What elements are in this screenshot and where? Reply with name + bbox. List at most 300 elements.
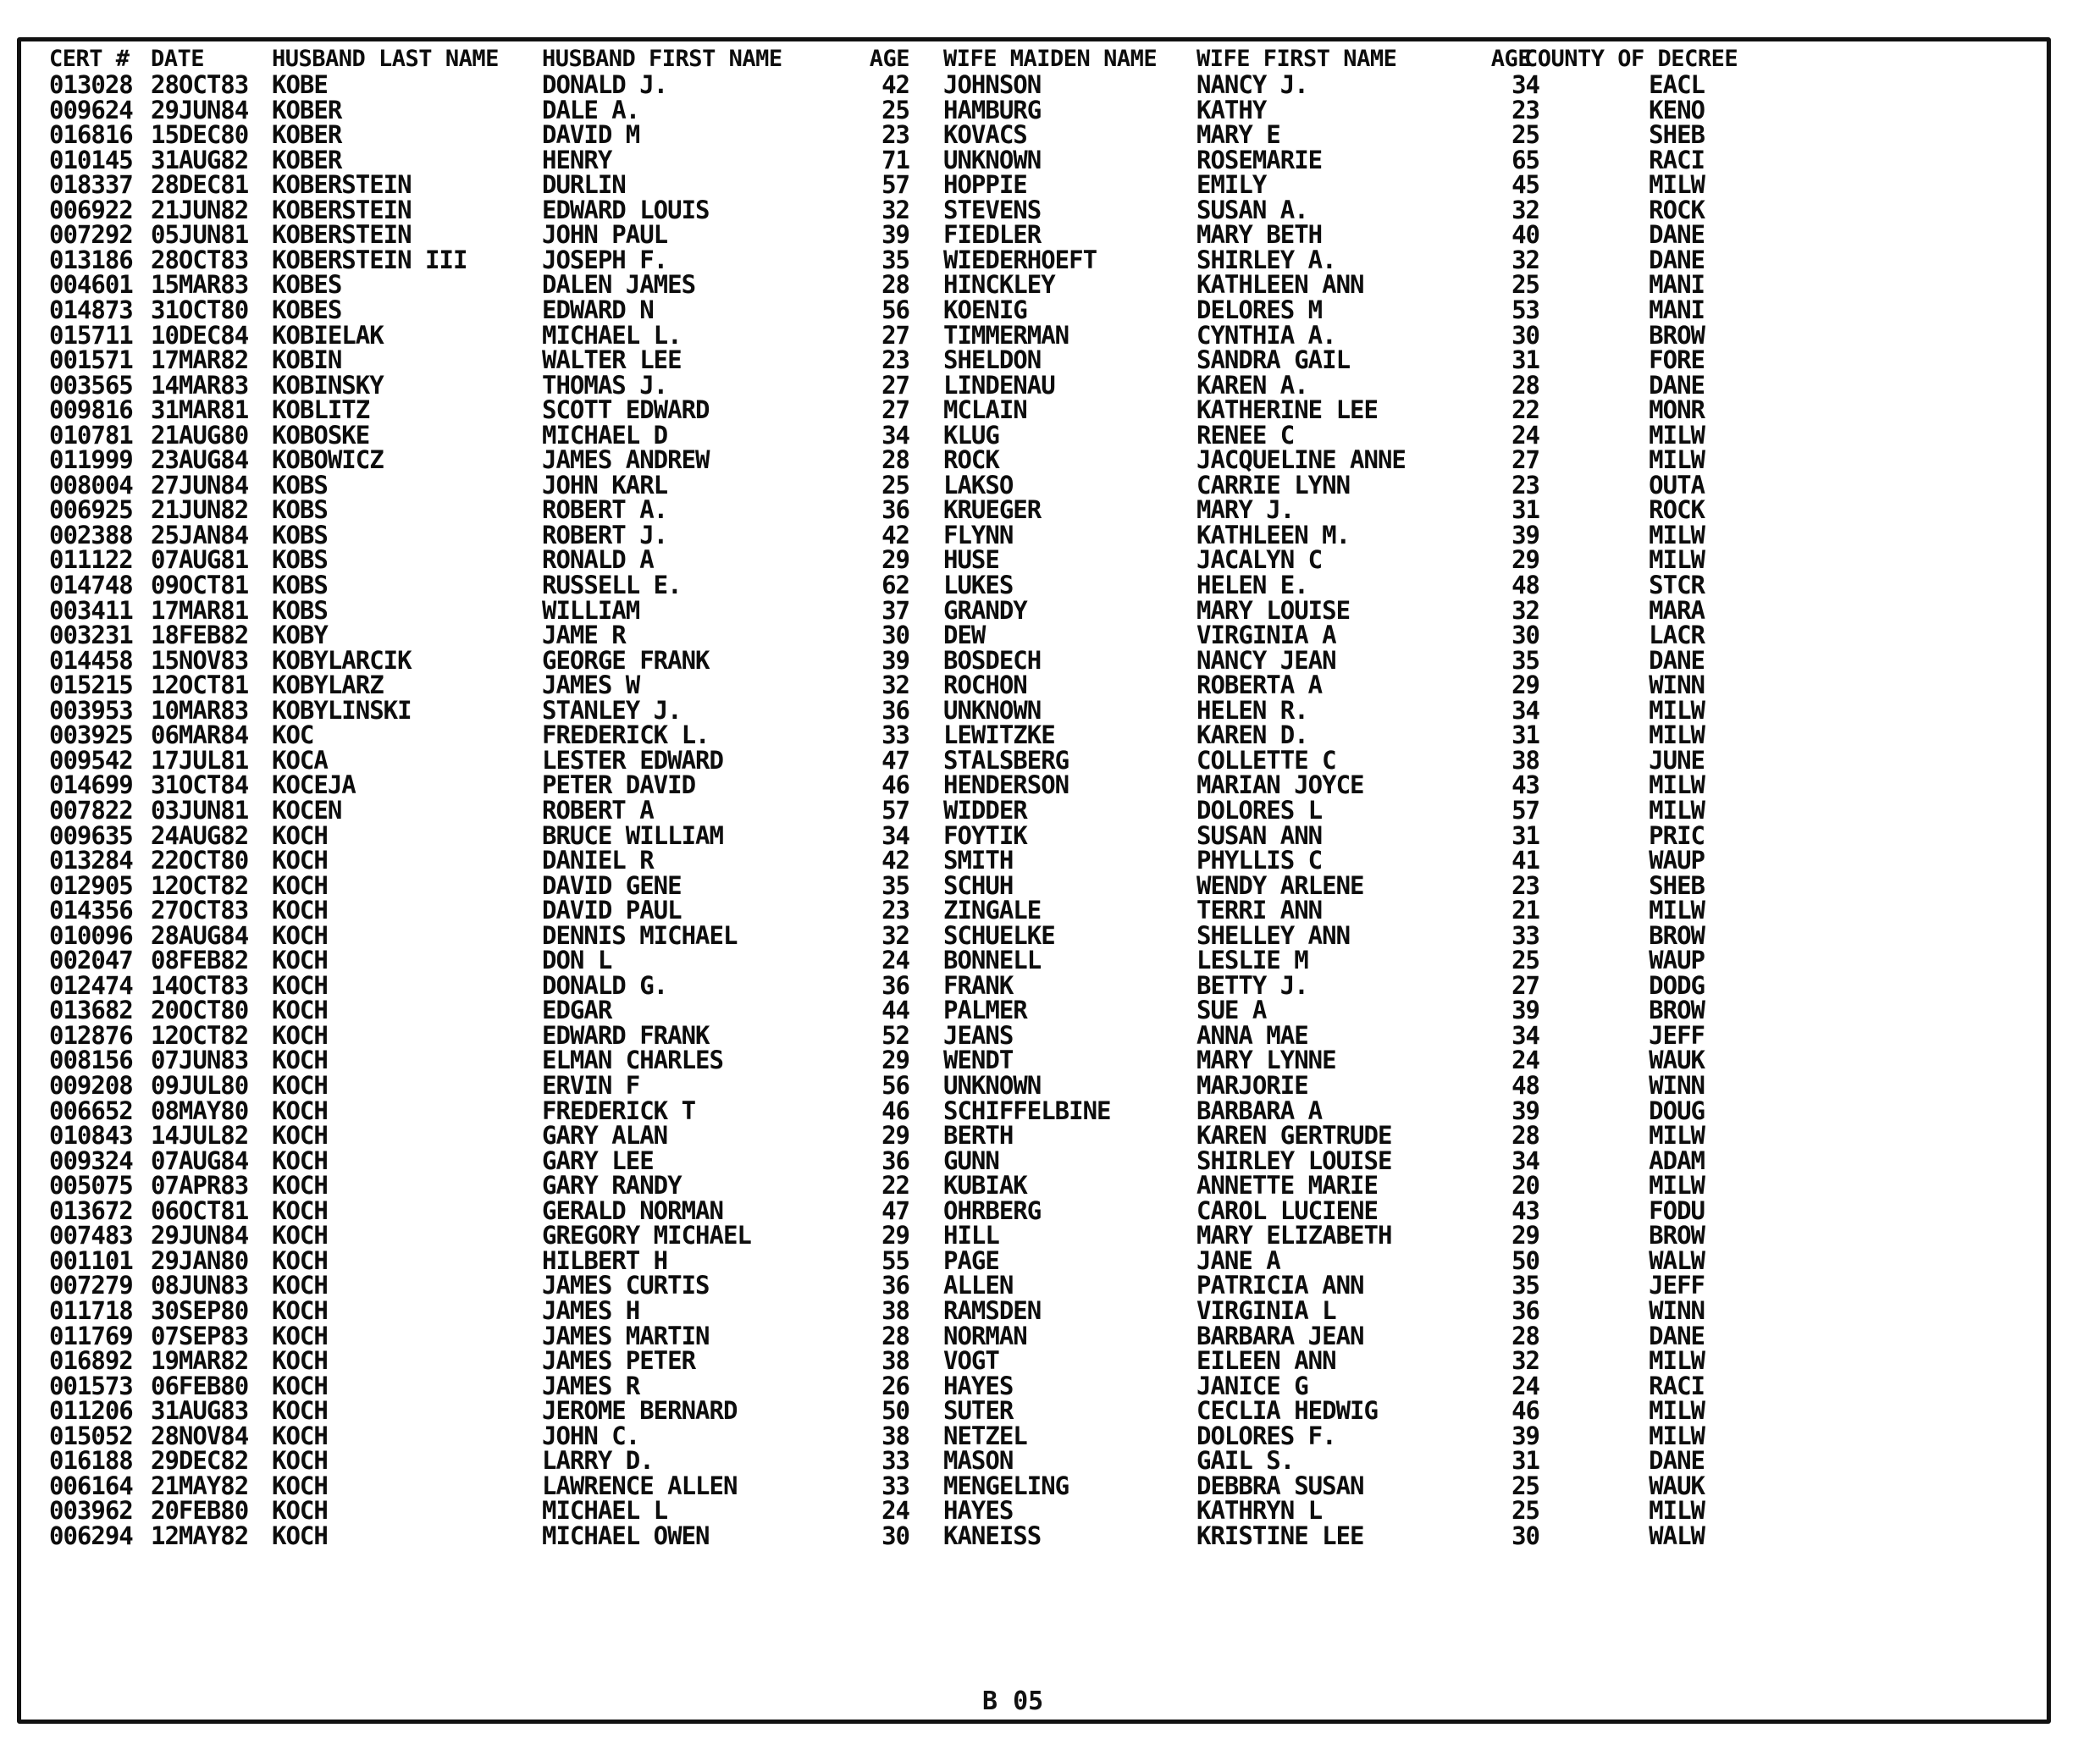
cell-husband-last: KOCH <box>272 846 328 875</box>
cell-husband-age: 30 <box>881 621 909 650</box>
cell-date: 09JUL80 <box>151 1071 249 1100</box>
cell-date: 29DEC82 <box>151 1446 249 1476</box>
cell-wife-maiden: ROCK <box>943 445 999 475</box>
cell-husband-last: KOCH <box>272 996 328 1025</box>
cell-county: DANE <box>1649 370 1705 400</box>
cell-husband-last: KOCH <box>272 1195 328 1225</box>
cell-cert: 002047 <box>49 946 133 975</box>
cell-husband-age: 26 <box>881 1371 909 1400</box>
cell-wife-age: 27 <box>1511 445 1539 475</box>
cell-cert: 014356 <box>49 896 133 925</box>
cell-wife-age: 39 <box>1511 996 1539 1025</box>
cell-cert: 011206 <box>49 1396 133 1426</box>
cell-wife-first: MARY LOUISE <box>1196 595 1351 625</box>
cell-husband-age: 56 <box>881 295 909 324</box>
cell-husband-age: 35 <box>881 245 909 274</box>
cell-husband-last: KOCH <box>272 896 328 925</box>
cell-date: 08MAY80 <box>151 1096 249 1125</box>
cell-wife-first: SHIRLEY LOUISE <box>1196 1145 1392 1175</box>
cell-wife-first: WENDY ARLENE <box>1196 870 1364 900</box>
cell-cert: 003231 <box>49 621 133 650</box>
cell-husband-first: ELMAN CHARLES <box>542 1046 723 1075</box>
cell-wife-first: HELEN E. <box>1196 571 1308 599</box>
cell-wife-first: BARBARA A <box>1196 1096 1323 1125</box>
cell-husband-first: WALTER LEE <box>542 345 682 375</box>
cell-cert: 006925 <box>49 495 133 525</box>
cell-wife-maiden: ALLEN <box>943 1271 1014 1300</box>
cell-wife-maiden: UNKNOWN <box>943 145 1042 174</box>
cell-husband-age: 36 <box>881 970 909 1000</box>
cell-wife-age: 29 <box>1511 545 1539 575</box>
cell-wife-maiden: OHRBERG <box>943 1195 1042 1225</box>
cell-husband-first: SCOTT EDWARD <box>542 395 710 425</box>
cell-wife-age: 31 <box>1511 820 1539 850</box>
cell-wife-maiden: MASON <box>943 1446 1014 1476</box>
cell-cert: 003565 <box>49 370 133 400</box>
cell-husband-age: 46 <box>881 770 909 800</box>
cell-husband-first: DENNIS MICHAEL <box>542 920 738 950</box>
cell-wife-first: MARIAN JOYCE <box>1196 770 1364 800</box>
cell-wife-maiden: TIMMERMAN <box>943 320 1069 350</box>
cell-wife-maiden: BERTH <box>943 1121 1014 1151</box>
cell-husband-first: EDWARD N <box>542 295 654 324</box>
cell-county: EACL <box>1649 70 1705 99</box>
cell-husband-age: 30 <box>881 1521 909 1550</box>
cell-husband-last: KOBS <box>272 520 328 549</box>
cell-cert: 005075 <box>49 1171 133 1201</box>
cell-cert: 010781 <box>49 420 133 450</box>
cell-husband-first: GEORGE FRANK <box>542 645 710 675</box>
cell-husband-age: 36 <box>881 1271 909 1300</box>
header-county: COUNTY OF DECREE <box>1524 46 1738 72</box>
cell-husband-age: 38 <box>881 1346 909 1376</box>
cell-cert: 008156 <box>49 1046 133 1075</box>
cell-cert: 014699 <box>49 770 133 800</box>
cell-husband-first: LAWRENCE ALLEN <box>542 1471 738 1500</box>
cell-husband-last: KOCH <box>272 1295 328 1325</box>
cell-wife-age: 32 <box>1511 245 1539 274</box>
cell-cert: 007292 <box>49 220 133 250</box>
cell-wife-maiden: GRANDY <box>943 595 1027 625</box>
cell-wife-maiden: HILL <box>943 1221 999 1250</box>
cell-county: WAUK <box>1649 1471 1705 1500</box>
cell-county: DOUG <box>1649 1096 1705 1125</box>
cell-wife-age: 23 <box>1511 470 1539 500</box>
cell-husband-age: 37 <box>881 595 909 625</box>
cell-wife-age: 53 <box>1511 295 1539 324</box>
cell-date: 06FEB80 <box>151 1371 249 1400</box>
cell-wife-first: CECLIA HEDWIG <box>1196 1396 1378 1426</box>
cell-wife-maiden: HAYES <box>943 1371 1014 1400</box>
cell-husband-last: KOCH <box>272 1521 328 1550</box>
cell-husband-last: KOBOWICZ <box>272 445 384 475</box>
cell-wife-age: 41 <box>1511 846 1539 875</box>
cell-wife-age: 28 <box>1511 1121 1539 1151</box>
cell-husband-age: 29 <box>881 1121 909 1151</box>
cell-wife-first: MARJORIE <box>1196 1071 1308 1100</box>
cell-husband-last: KOCH <box>272 1446 328 1476</box>
cell-county: STCR <box>1649 571 1705 599</box>
cell-husband-first: GREGORY MICHAEL <box>542 1221 751 1250</box>
cell-husband-age: 25 <box>881 470 909 500</box>
cell-husband-first: PETER DAVID <box>542 770 696 800</box>
header-wife-maiden: WIFE MAIDEN NAME <box>943 46 1158 72</box>
cell-wife-age: 24 <box>1511 420 1539 450</box>
cell-cert: 012905 <box>49 870 133 900</box>
cell-wife-first: CARRIE LYNN <box>1196 470 1351 500</box>
cell-wife-maiden: STEVENS <box>943 195 1042 224</box>
cell-wife-maiden: NETZEL <box>943 1421 1027 1450</box>
cell-county: WAUP <box>1649 846 1705 875</box>
cell-husband-age: 29 <box>881 545 909 575</box>
cell-husband-first: JEROME BERNARD <box>542 1396 738 1426</box>
cell-wife-maiden: STALSBERG <box>943 745 1069 775</box>
cell-wife-age: 25 <box>1511 946 1539 975</box>
cell-county: MILW <box>1649 896 1705 925</box>
cell-husband-first: DAVID GENE <box>542 870 682 900</box>
cell-date: 29JAN80 <box>151 1245 249 1275</box>
cell-husband-age: 27 <box>881 395 909 425</box>
cell-wife-age: 34 <box>1511 70 1539 99</box>
cell-wife-maiden: HAMBURG <box>943 95 1042 124</box>
cell-husband-age: 33 <box>881 720 909 750</box>
cell-wife-age: 30 <box>1511 1521 1539 1550</box>
cell-wife-first: MARY E <box>1196 120 1280 150</box>
cell-cert: 013186 <box>49 245 133 274</box>
cell-wife-age: 39 <box>1511 1421 1539 1450</box>
cell-husband-last: KOCH <box>272 1471 328 1500</box>
cell-date: 20FEB80 <box>151 1496 249 1526</box>
cell-husband-first: JAMES MARTIN <box>542 1321 710 1350</box>
cell-date: 05JUN81 <box>151 220 249 250</box>
cell-date: 12MAY82 <box>151 1521 249 1550</box>
cell-husband-last: KOCH <box>272 1145 328 1175</box>
cell-cert: 013682 <box>49 996 133 1025</box>
cell-husband-last: KOBINSKY <box>272 370 384 400</box>
cell-husband-age: 57 <box>881 170 909 200</box>
cell-wife-age: 32 <box>1511 1346 1539 1376</box>
cell-husband-last: KOCH <box>272 1271 328 1300</box>
cell-husband-first: JOHN KARL <box>542 470 668 500</box>
cell-date: 21JUN82 <box>151 495 249 525</box>
cell-wife-maiden: PALMER <box>943 996 1027 1025</box>
cell-wife-maiden: SCHIFFELBINE <box>943 1096 1111 1125</box>
cell-wife-maiden: MCLAIN <box>943 395 1027 425</box>
cell-husband-first: MICHAEL OWEN <box>542 1521 710 1550</box>
cell-husband-first: JAMES PETER <box>542 1346 696 1376</box>
cell-cert: 011122 <box>49 545 133 575</box>
cell-date: 29JUN84 <box>151 95 249 124</box>
cell-county: WAUK <box>1649 1046 1705 1075</box>
cell-date: 15MAR83 <box>151 270 249 300</box>
cell-wife-first: DOLORES L <box>1196 795 1323 825</box>
cell-husband-age: 28 <box>881 270 909 300</box>
cell-date: 12OCT81 <box>151 671 249 700</box>
cell-wife-age: 43 <box>1511 1195 1539 1225</box>
cell-county: BROW <box>1649 1221 1705 1250</box>
cell-wife-age: 24 <box>1511 1371 1539 1400</box>
cell-husband-first: JAMES ANDREW <box>542 445 710 475</box>
cell-county: DODG <box>1649 970 1705 1000</box>
cell-county: RACI <box>1649 1371 1705 1400</box>
cell-wife-first: HELEN R. <box>1196 695 1308 725</box>
cell-husband-last: KOCH <box>272 1496 328 1526</box>
cell-husband-last: KOBE <box>272 70 328 99</box>
cell-wife-age: 46 <box>1511 1396 1539 1426</box>
cell-husband-first: JAMES CURTIS <box>542 1271 710 1300</box>
cell-wife-first: SUSAN A. <box>1196 195 1308 224</box>
cell-date: 06MAR84 <box>151 720 249 750</box>
cell-wife-first: NANCY JEAN <box>1196 645 1336 675</box>
cell-wife-age: 23 <box>1511 870 1539 900</box>
cell-date: 09OCT81 <box>151 571 249 599</box>
cell-husband-age: 36 <box>881 1145 909 1175</box>
cell-cert: 011769 <box>49 1321 133 1350</box>
cell-wife-age: 30 <box>1511 621 1539 650</box>
cell-cert: 003953 <box>49 695 133 725</box>
cell-husband-last: KOBES <box>272 270 342 300</box>
cell-wife-first: ANNA MAE <box>1196 1020 1308 1050</box>
cell-husband-last: KOC <box>272 720 314 750</box>
cell-date: 15NOV83 <box>151 645 249 675</box>
cell-date: 07APR83 <box>151 1171 249 1201</box>
cell-cert: 006164 <box>49 1471 133 1500</box>
cell-wife-maiden: KLUG <box>943 420 999 450</box>
cell-husband-age: 23 <box>881 896 909 925</box>
cell-wife-age: 35 <box>1511 645 1539 675</box>
cell-husband-first: ROBERT J. <box>542 520 668 549</box>
cell-wife-age: 45 <box>1511 170 1539 200</box>
cell-wife-age: 23 <box>1511 95 1539 124</box>
cell-wife-age: 65 <box>1511 145 1539 174</box>
cell-cert: 014748 <box>49 571 133 599</box>
cell-husband-first: GERALD NORMAN <box>542 1195 723 1225</box>
cell-date: 07SEP83 <box>151 1321 249 1350</box>
cell-husband-age: 27 <box>881 370 909 400</box>
cell-husband-first: DALEN JAMES <box>542 270 696 300</box>
cell-husband-first: DONALD J. <box>542 70 668 99</box>
cell-wife-first: JACALYN C <box>1196 545 1323 575</box>
cell-husband-first: DONALD G. <box>542 970 668 1000</box>
cell-husband-last: KOBS <box>272 571 328 599</box>
cell-wife-first: JANE A <box>1196 1245 1280 1275</box>
cell-husband-first: JOHN C. <box>542 1421 640 1450</box>
cell-date: 28DEC81 <box>151 170 249 200</box>
cell-husband-first: EDWARD LOUIS <box>542 195 710 224</box>
cell-wife-first: KATHLEEN ANN <box>1196 270 1364 300</box>
cell-date: 31OCT84 <box>151 770 249 800</box>
cell-husband-first: HILBERT H <box>542 1245 668 1275</box>
cell-date: 17MAR81 <box>151 595 249 625</box>
cell-wife-first: EMILY <box>1196 170 1267 200</box>
cell-wife-first: SANDRA GAIL <box>1196 345 1351 375</box>
cell-husband-age: 38 <box>881 1295 909 1325</box>
cell-wife-first: KRISTINE LEE <box>1196 1521 1364 1550</box>
cell-wife-first: SUE A <box>1196 996 1267 1025</box>
cell-wife-age: 30 <box>1511 320 1539 350</box>
cell-husband-last: KOCH <box>272 1020 328 1050</box>
cell-cert: 001573 <box>49 1371 133 1400</box>
cell-husband-age: 24 <box>881 946 909 975</box>
cell-date: 06OCT81 <box>151 1195 249 1225</box>
cell-wife-maiden: WIEDERHOEFT <box>943 245 1097 274</box>
cell-cert: 009624 <box>49 95 133 124</box>
cell-wife-age: 35 <box>1511 1271 1539 1300</box>
cell-date: 31MAR81 <box>151 395 249 425</box>
cell-wife-maiden: LINDENAU <box>943 370 1055 400</box>
cell-county: DANE <box>1649 1446 1705 1476</box>
cell-husband-first: DURLIN <box>542 170 626 200</box>
cell-county: WINN <box>1649 1071 1705 1100</box>
cell-husband-last: KOCH <box>272 1346 328 1376</box>
cell-wife-first: MARY J. <box>1196 495 1295 525</box>
cell-cert: 010843 <box>49 1121 133 1151</box>
cell-wife-first: KAREN D. <box>1196 720 1308 750</box>
cell-wife-maiden: FOYTIK <box>943 820 1027 850</box>
cell-wife-first: BARBARA JEAN <box>1196 1321 1364 1350</box>
cell-husband-age: 33 <box>881 1446 909 1476</box>
cell-wife-maiden: FIEDLER <box>943 220 1042 250</box>
cell-husband-first: HENRY <box>542 145 612 174</box>
cell-husband-last: KOCH <box>272 920 328 950</box>
cell-wife-first: CAROL LUCIENE <box>1196 1195 1378 1225</box>
cell-county: BROW <box>1649 920 1705 950</box>
cell-wife-maiden: KOVACS <box>943 120 1027 150</box>
cell-wife-age: 39 <box>1511 1096 1539 1125</box>
cell-wife-age: 29 <box>1511 671 1539 700</box>
cell-county: MONR <box>1649 395 1705 425</box>
cell-husband-last: KOBS <box>272 495 328 525</box>
cell-cert: 011999 <box>49 445 133 475</box>
cell-wife-first: SHELLEY ANN <box>1196 920 1351 950</box>
cell-husband-first: THOMAS J. <box>542 370 668 400</box>
cell-husband-first: MICHAEL D <box>542 420 668 450</box>
cell-county: MILW <box>1649 1346 1705 1376</box>
cell-husband-last: KOCH <box>272 1221 328 1250</box>
cell-wife-first: NANCY J. <box>1196 70 1308 99</box>
cell-wife-first: KAREN A. <box>1196 370 1308 400</box>
cell-county: MILW <box>1649 1496 1705 1526</box>
cell-husband-first: EDWARD FRANK <box>542 1020 710 1050</box>
cell-wife-age: 39 <box>1511 520 1539 549</box>
cell-husband-age: 44 <box>881 996 909 1025</box>
cell-wife-first: KATHERINE LEE <box>1196 395 1378 425</box>
cell-husband-first: JAMES W <box>542 671 640 700</box>
cell-county: MANI <box>1649 270 1705 300</box>
cell-husband-last: KOCH <box>272 870 328 900</box>
cell-county: WALW <box>1649 1245 1705 1275</box>
cell-wife-age: 25 <box>1511 1496 1539 1526</box>
cell-husband-first: FREDERICK L. <box>542 720 710 750</box>
cell-cert: 016892 <box>49 1346 133 1376</box>
cell-cert: 010096 <box>49 920 133 950</box>
header-husband-first: HUSBAND FIRST NAME <box>542 46 782 72</box>
header-husband-last: HUSBAND LAST NAME <box>272 46 499 72</box>
cell-wife-maiden: SCHUELKE <box>943 920 1055 950</box>
cell-husband-first: DALE A. <box>542 95 640 124</box>
cell-husband-last: KOBYLARZ <box>272 671 384 700</box>
cell-husband-age: 22 <box>881 1171 909 1201</box>
cell-cert: 003411 <box>49 595 133 625</box>
cell-wife-age: 32 <box>1511 595 1539 625</box>
cell-husband-first: DANIEL R <box>542 846 654 875</box>
cell-county: MILW <box>1649 445 1705 475</box>
cell-husband-first: MICHAEL L <box>542 1496 668 1526</box>
cell-date: 22OCT80 <box>151 846 249 875</box>
cell-cert: 014458 <box>49 645 133 675</box>
cell-wife-first: SUSAN ANN <box>1196 820 1323 850</box>
cell-county: DANE <box>1649 1321 1705 1350</box>
cell-wife-maiden: SCHUH <box>943 870 1014 900</box>
header-cert: CERT # <box>49 46 130 72</box>
cell-county: MILW <box>1649 770 1705 800</box>
cell-wife-maiden: KANEISS <box>943 1521 1042 1550</box>
cell-date: 08FEB82 <box>151 946 249 975</box>
cell-husband-first: RONALD A <box>542 545 654 575</box>
cell-cert: 013028 <box>49 70 133 99</box>
cell-wife-age: 31 <box>1511 1446 1539 1476</box>
cell-date: 27OCT83 <box>151 896 249 925</box>
cell-husband-age: 35 <box>881 870 909 900</box>
cell-wife-maiden: RAMSDEN <box>943 1295 1042 1325</box>
cell-wife-age: 38 <box>1511 745 1539 775</box>
cell-county: MANI <box>1649 295 1705 324</box>
cell-county: MILW <box>1649 1421 1705 1450</box>
cell-date: 28OCT83 <box>151 70 249 99</box>
cell-wife-first: RENEE C <box>1196 420 1295 450</box>
cell-husband-age: 42 <box>881 70 909 99</box>
cell-cert: 015711 <box>49 320 133 350</box>
cell-husband-age: 34 <box>881 420 909 450</box>
cell-county: OUTA <box>1649 470 1705 500</box>
cell-date: 10DEC84 <box>151 320 249 350</box>
cell-wife-maiden: NORMAN <box>943 1321 1027 1350</box>
cell-county: SHEB <box>1649 120 1705 150</box>
cell-husband-age: 50 <box>881 1396 909 1426</box>
cell-wife-first: DOLORES F. <box>1196 1421 1336 1450</box>
page-label: B 05 <box>982 1686 1044 1716</box>
cell-husband-first: LESTER EDWARD <box>542 745 723 775</box>
cell-wife-first: JANICE G <box>1196 1371 1308 1400</box>
cell-cert: 012876 <box>49 1020 133 1050</box>
cell-wife-first: EILEEN ANN <box>1196 1346 1336 1376</box>
cell-husband-first: DON L <box>542 946 612 975</box>
cell-wife-age: 27 <box>1511 970 1539 1000</box>
cell-husband-last: KOBER <box>272 145 342 174</box>
cell-date: 14JUL82 <box>151 1121 249 1151</box>
cell-date: 31OCT80 <box>151 295 249 324</box>
cell-wife-age: 48 <box>1511 571 1539 599</box>
cell-wife-maiden: SUTER <box>943 1396 1014 1426</box>
cell-husband-age: 29 <box>881 1046 909 1075</box>
cell-wife-maiden: LAKSO <box>943 470 1014 500</box>
cell-cert: 003962 <box>49 1496 133 1526</box>
cell-cert: 006652 <box>49 1096 133 1125</box>
cell-wife-age: 28 <box>1511 1321 1539 1350</box>
cell-husband-last: KOCH <box>272 970 328 1000</box>
cell-wife-maiden: KOENIG <box>943 295 1027 324</box>
cell-wife-age: 57 <box>1511 795 1539 825</box>
cell-husband-age: 52 <box>881 1020 909 1050</box>
cell-wife-age: 33 <box>1511 920 1539 950</box>
cell-date: 03JUN81 <box>151 795 249 825</box>
cell-county: MARA <box>1649 595 1705 625</box>
cell-county: JEFF <box>1649 1271 1705 1300</box>
cell-county: WALW <box>1649 1521 1705 1550</box>
cell-husband-age: 28 <box>881 445 909 475</box>
cell-husband-last: KOBY <box>272 621 328 650</box>
cell-husband-last: KOCH <box>272 1046 328 1075</box>
